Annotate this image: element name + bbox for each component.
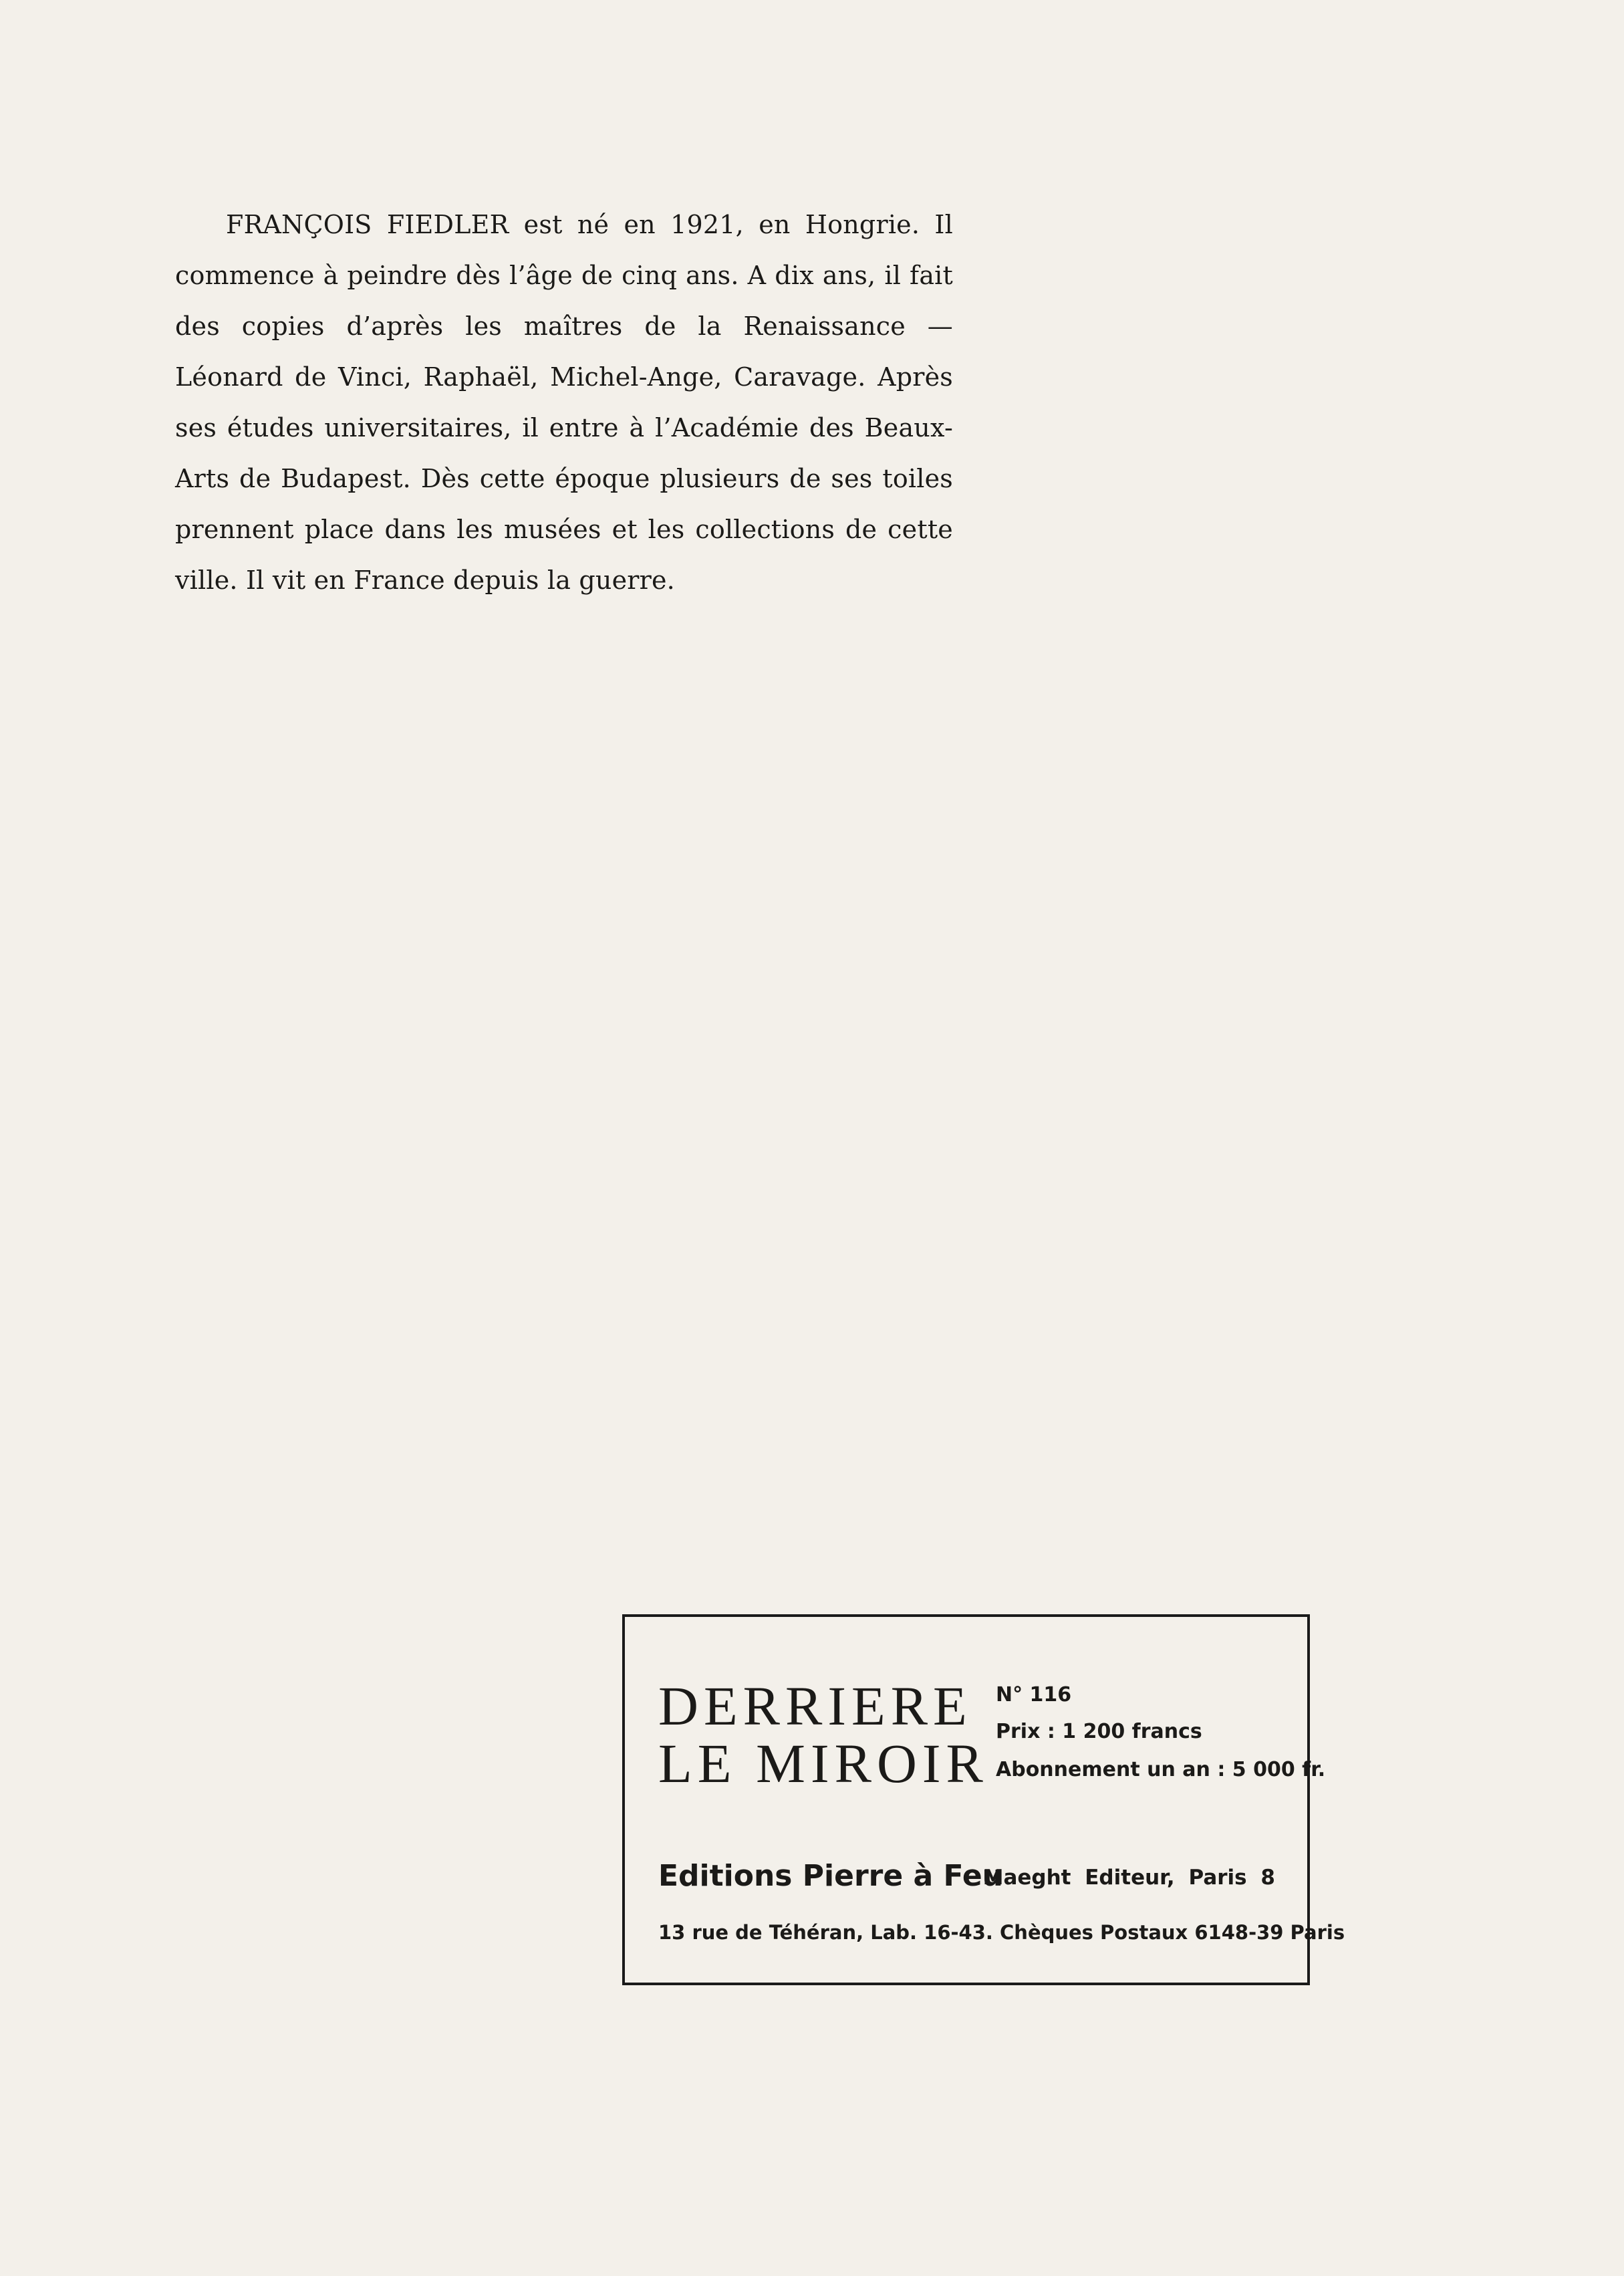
publisher-address: 13 rue de Téhéran, Lab. 16-43. Chèques Postaux 6148-39 Paris xyxy=(658,1921,1345,1944)
price: Prix : 1 200 francs xyxy=(996,1720,1202,1743)
editor-name: Maeght Editeur, Paris 8 xyxy=(982,1866,1275,1890)
artist-biography: FRANÇOIS FIEDLER est né en 1921, en Hongrie. Il commence à peindre dès l’âge de cinq ans. A dix ans, il fait des copies d’après les maîtres de la Renaissance — Léonard de Vinci, Raphaël, Michel-Ange, Caravage. Après ses études universitaires, il entre à l’Académie des Beaux-Arts de Budapest. Dès cette époque plusieurs de ses toiles prennent place dans les musées et les collections de cette ville. Il vit en France depuis la guerre. xyxy=(175,210,953,595)
publisher-name: Editions Pierre à Feu xyxy=(658,1859,1003,1893)
magazine-title-line-1: DERRIERE xyxy=(658,1675,972,1737)
subscription-price: Abonnement un an : 5 000 fr. xyxy=(996,1758,1326,1781)
magazine-title-line-2: LE MIROIR xyxy=(658,1733,988,1794)
colophon-box xyxy=(622,1614,1345,1985)
issue-number: N° 116 xyxy=(996,1683,1072,1706)
